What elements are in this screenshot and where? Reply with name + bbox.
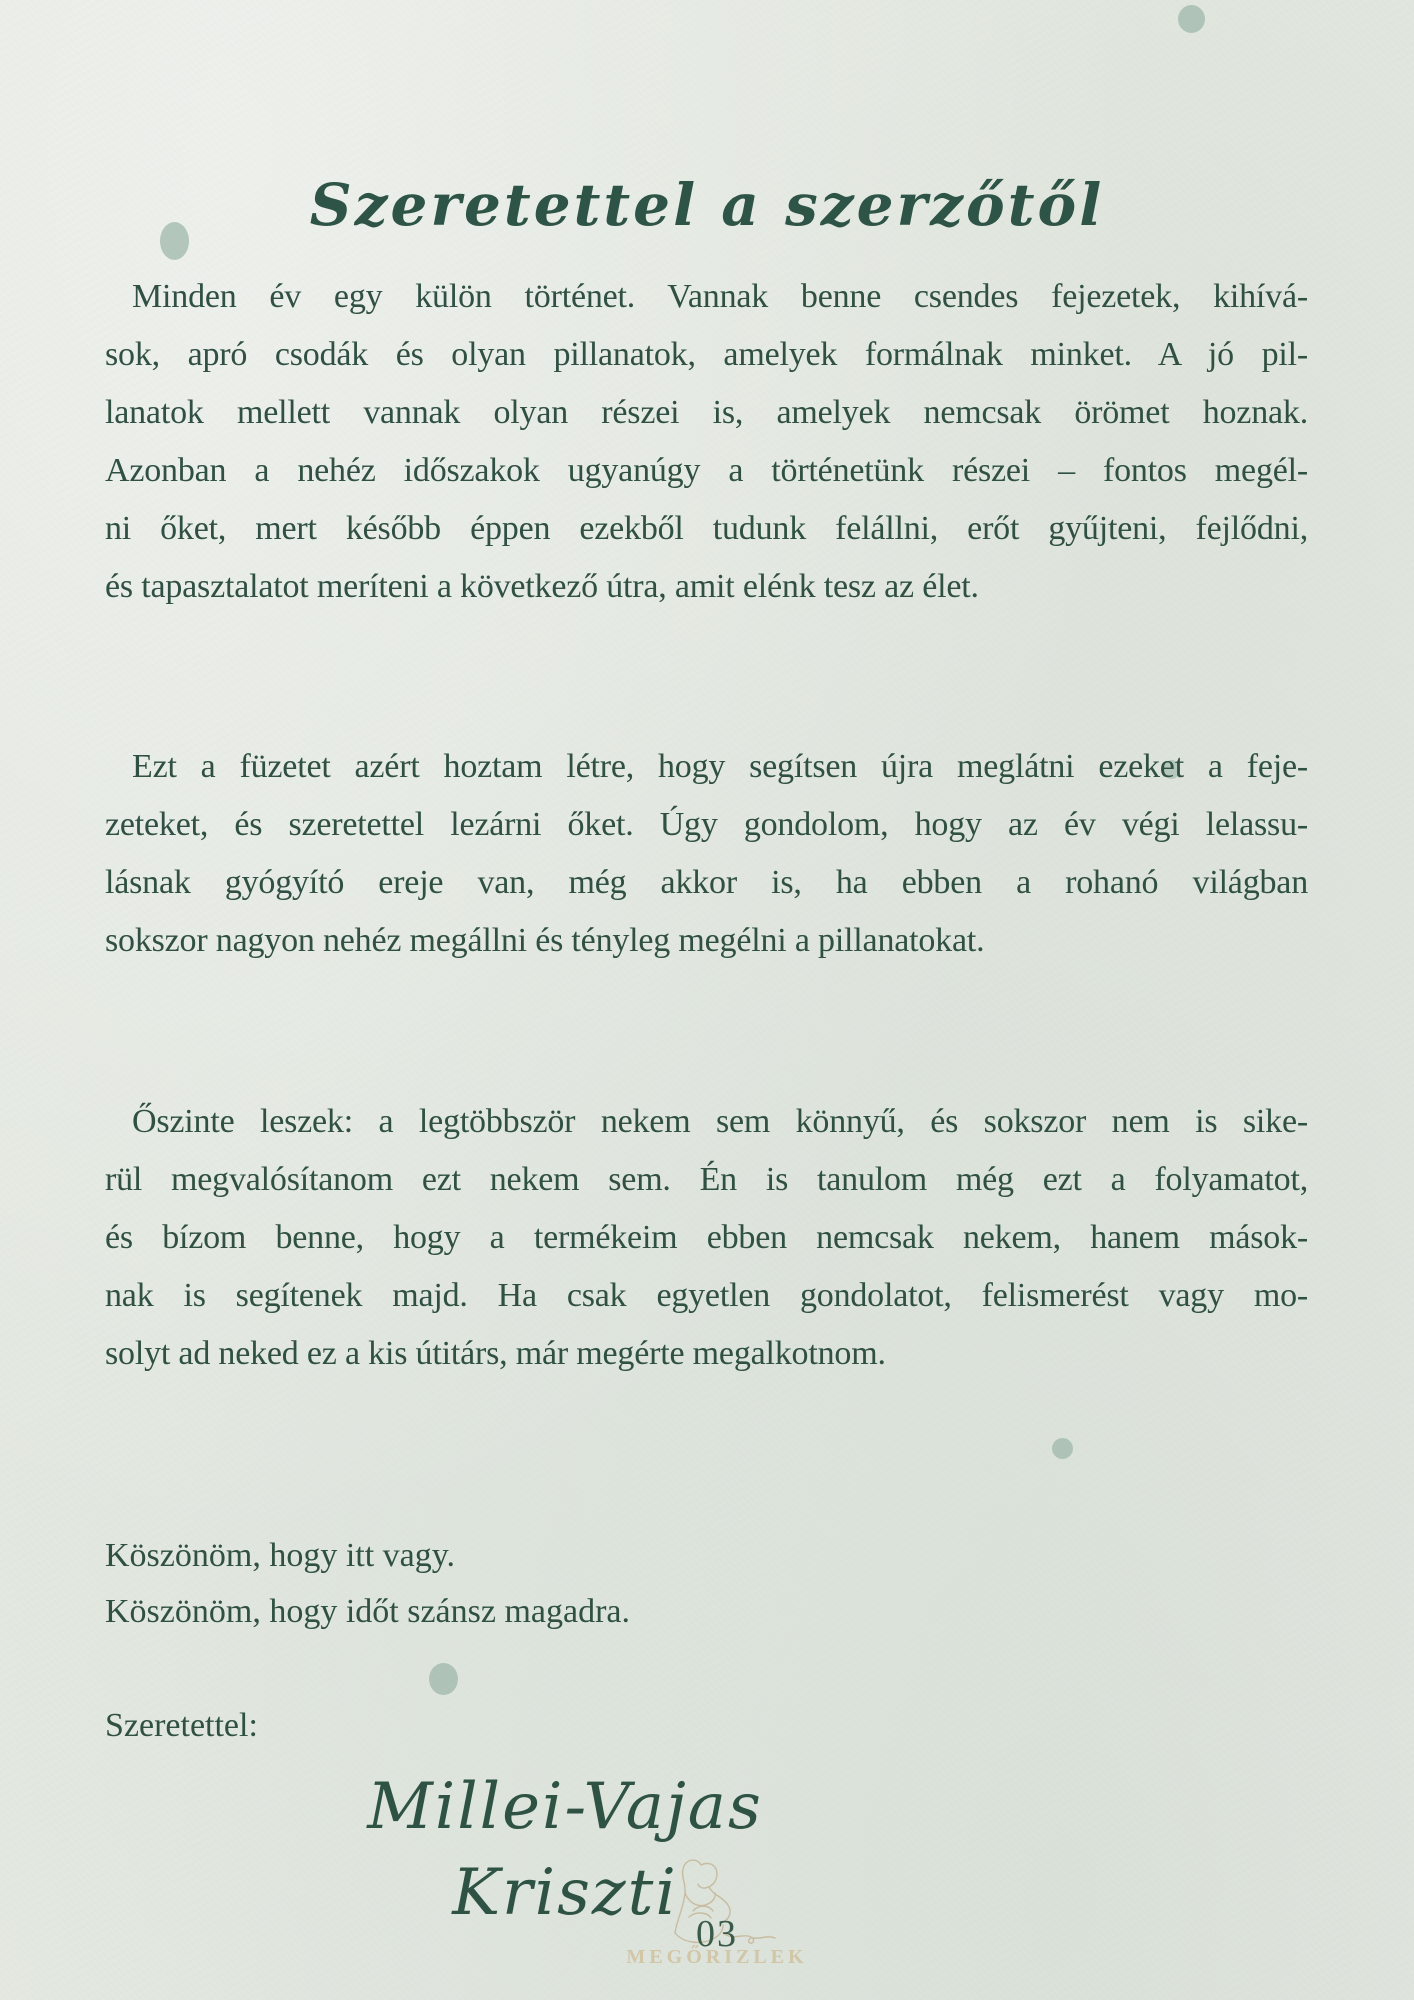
paragraph-line: sokszor nagyon nehéz megállni és tényleg megélni a pillanatokat. [105, 922, 985, 959]
page-title: Szeretettel a szerzőtől [309, 170, 1105, 239]
paragraph-2 [105, 738, 1308, 970]
paragraph-line: és bízom benne, hogy a termékeim ebben nemcsak nekem, hanem mások- [105, 1219, 1308, 1256]
author-signature: Millei-Vajas Kriszti [367, 1770, 763, 1930]
paragraph-line: rül megvalósítanom ezt nekem sem. Én is tanulom még ezt a folyamatot, [105, 1161, 1308, 1198]
brand-wordmark: MEGŐRIZLEK [626, 1946, 808, 1968]
paragraph-line: és tapasztalatot meríteni a következő útra, amit elénk tesz az élet. [105, 568, 979, 605]
page-number: 03 [696, 1913, 738, 1955]
signoff-label: Szeretettel: [105, 1707, 258, 1744]
paragraph-line: lásnak gyógyító ereje van, még akkor is, ha ebben a rohanó világban [105, 864, 1308, 901]
closing-line: Köszönöm, hogy időt szánsz magadra. [105, 1593, 630, 1630]
paragraph-line: zeteket, és szeretettel lezárni őket. Úgy gondolom, hogy az év végi lelassu- [105, 806, 1308, 843]
decorative-dot [160, 222, 189, 260]
page-footer [0, 1850, 1414, 1980]
paragraph-line: nak is segítenek majd. Ha csak egyetlen gondolatot, felismerést vagy mo- [105, 1277, 1308, 1314]
paragraph-3 [105, 1093, 1308, 1383]
closing-lines [105, 1528, 1205, 1640]
paragraph-line: ni őket, mert később éppen ezekből tudunk felállni, erőt gyűjteni, fejlődni, [105, 510, 1308, 547]
paragraph-line: sok, apró csodák és olyan pillanatok, amelyek formálnak minket. A jó pil- [105, 336, 1308, 373]
paragraph-1 [105, 268, 1308, 616]
paragraph-line: Minden év egy külön történet. Vannak benne csendes fejezetek, kihívá- [132, 278, 1308, 315]
paragraph-line: solyt ad neked ez a kis útitárs, már megérte megalkotnom. [105, 1335, 886, 1372]
paragraph-line: lanatok mellett vannak olyan részei is, amelyek nemcsak örömet hoznak. [105, 394, 1308, 431]
decorative-dot [429, 1663, 458, 1695]
paragraph-line: Ezt a füzetet azért hoztam létre, hogy segítsen újra meglátni ezeket a feje- [132, 748, 1308, 785]
decorative-dot [1178, 5, 1205, 33]
closing-line: Köszönöm, hogy itt vagy. [105, 1537, 456, 1574]
decorative-dot [1052, 1438, 1073, 1459]
paragraph-line: Őszinte leszek: a legtöbbször nekem sem könnyű, és sokszor nem is sike- [132, 1103, 1308, 1140]
paragraph-line: Azonban a nehéz időszakok ugyanúgy a történetünk részei – fontos megél- [105, 452, 1308, 489]
